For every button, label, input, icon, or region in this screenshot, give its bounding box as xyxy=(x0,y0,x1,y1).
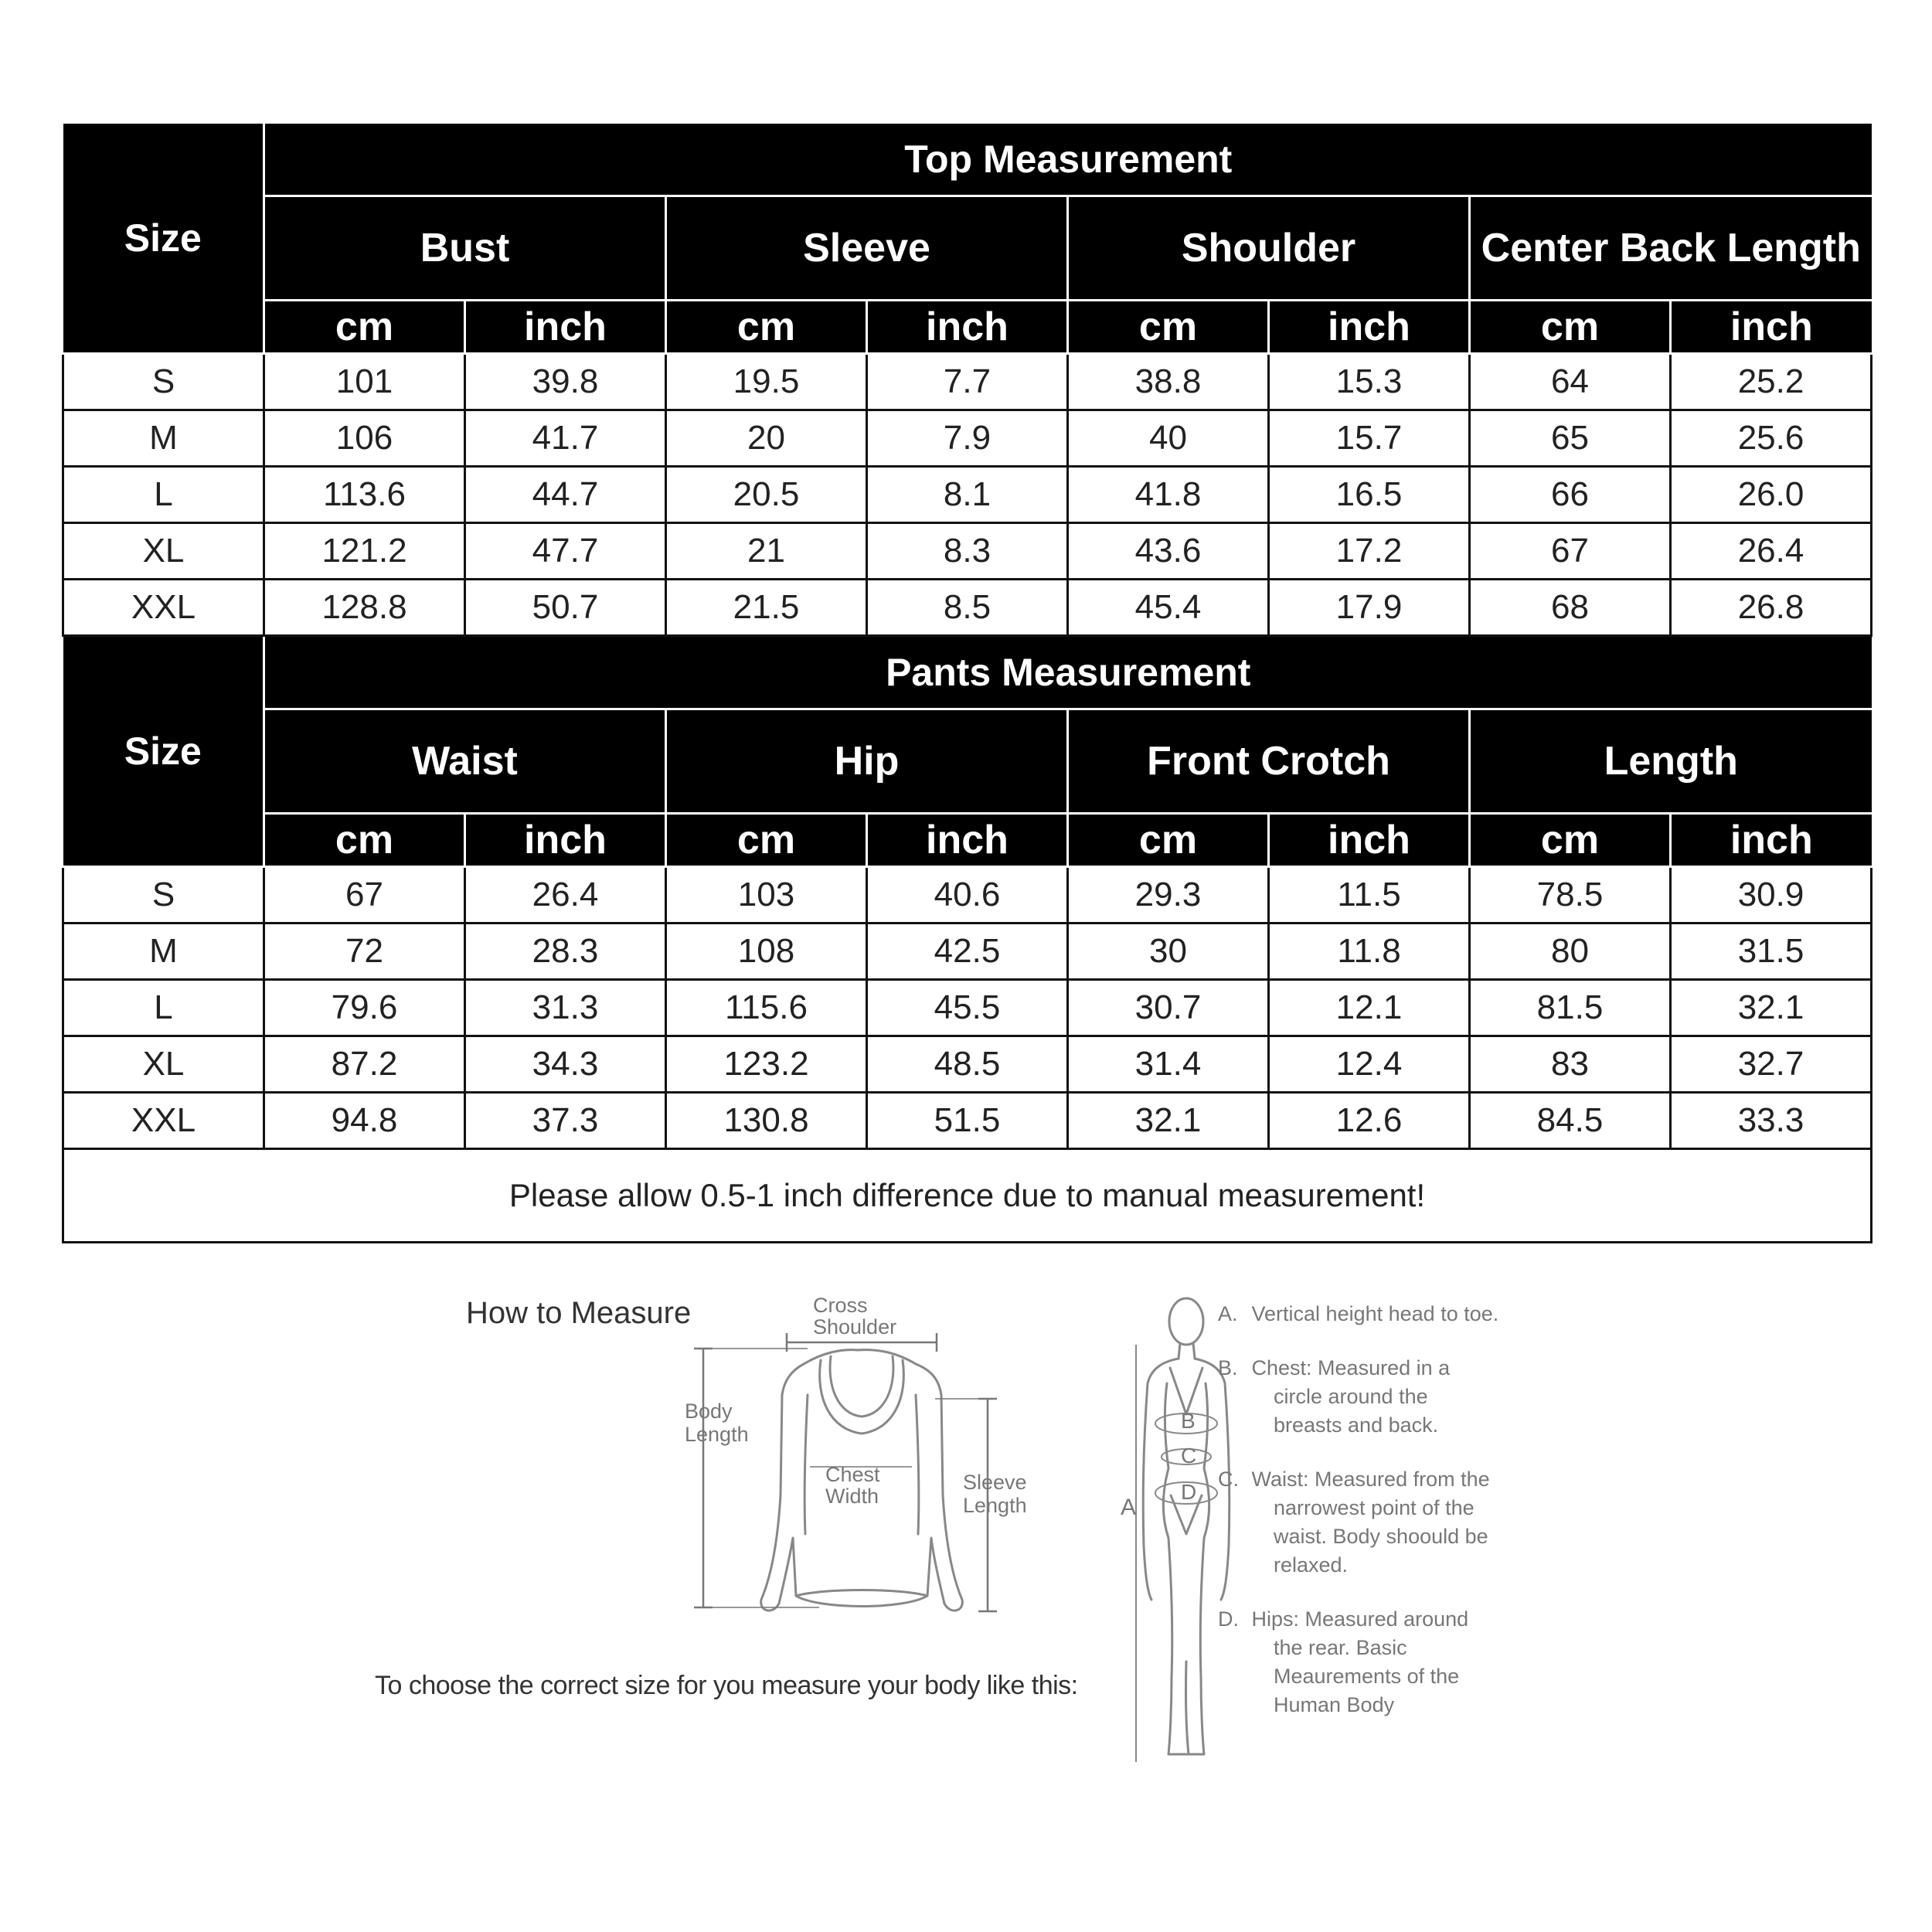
measurement-cell: 68 xyxy=(1470,580,1671,636)
measurement-cell: 26.4 xyxy=(465,867,666,923)
table-row xyxy=(63,354,1872,410)
measurement-cell: 101 xyxy=(264,354,465,410)
measurement-cell: 67 xyxy=(1470,523,1671,580)
table-row xyxy=(63,467,1872,523)
measurement-cell: 11.8 xyxy=(1269,923,1470,980)
measurement-cell: 81.5 xyxy=(1470,980,1671,1036)
measurement-cell: 20.5 xyxy=(666,467,867,523)
measurement-cell: 66 xyxy=(1470,467,1671,523)
measurement-cell: 7.7 xyxy=(867,354,1068,410)
measurement-cell: 11.5 xyxy=(1269,867,1470,923)
body-measurement-notes xyxy=(1218,1300,1501,1745)
top-data-rows xyxy=(63,354,1872,636)
group-header: Shoulder xyxy=(1068,196,1470,301)
measurement-cell: 78.5 xyxy=(1470,867,1671,923)
measurement-cell: 43.6 xyxy=(1068,523,1269,580)
group-header: Center Back Length xyxy=(1470,196,1872,301)
size-column-header: Size xyxy=(63,636,264,867)
top-measurement-section xyxy=(63,124,1872,354)
section-title: Pants Measurement xyxy=(264,636,1872,709)
group-header: Length xyxy=(1470,709,1872,814)
measurement-cell: 39.8 xyxy=(465,354,666,410)
measurement-cell: 45.4 xyxy=(1068,580,1269,636)
marker-b: B xyxy=(1181,1409,1196,1433)
chest-width-label-1: Chest xyxy=(825,1463,880,1486)
measurement-cell: 12.4 xyxy=(1269,1036,1470,1093)
measurement-cell: 15.3 xyxy=(1269,354,1470,410)
table-row xyxy=(63,1036,1872,1093)
sleeve-length-label-1: Sleeve xyxy=(963,1471,1027,1494)
size-cell: S xyxy=(63,867,264,923)
note-b: B. Chest: Measured in a circle around the breasts and back. xyxy=(1218,1356,1451,1437)
unit-header: cm xyxy=(1068,301,1269,354)
measurement-cell: 79.6 xyxy=(264,980,465,1036)
group-header: Bust xyxy=(264,196,666,301)
measurement-cell: 26.4 xyxy=(1671,523,1872,580)
group-header: Hip xyxy=(666,709,1068,814)
measurement-cell: 65 xyxy=(1470,410,1671,467)
measurement-cell: 32.7 xyxy=(1671,1036,1872,1093)
size-cell: XL xyxy=(63,523,264,580)
measurement-cell: 40 xyxy=(1068,410,1269,467)
measurement-cell: 31.5 xyxy=(1671,923,1872,980)
unit-row xyxy=(63,814,1872,867)
group-header: Sleeve xyxy=(666,196,1068,301)
size-cell: S xyxy=(63,354,264,410)
measurement-cell: 21.5 xyxy=(666,580,867,636)
measurement-cell: 121.2 xyxy=(264,523,465,580)
measurement-cell: 8.5 xyxy=(867,580,1068,636)
unit-header: inch xyxy=(867,301,1068,354)
unit-header: cm xyxy=(264,814,465,867)
note-d: D. Hips: Measured around the rear. Basic Meaurements of the Human Body xyxy=(1218,1607,1469,1716)
measurement-cell: 20 xyxy=(666,410,867,467)
measurement-cell: 64 xyxy=(1470,354,1671,410)
size-cell: M xyxy=(63,410,264,467)
measurement-cell: 42.5 xyxy=(867,923,1068,980)
marker-c: C xyxy=(1181,1444,1197,1468)
pants-data-rows xyxy=(63,867,1872,1149)
cross-shoulder-label-1: Cross xyxy=(813,1294,868,1317)
measurement-cell: 15.7 xyxy=(1269,410,1470,467)
measurement-cell: 41.7 xyxy=(465,410,666,467)
measurement-cell: 33.3 xyxy=(1671,1093,1872,1149)
table-row xyxy=(63,410,1872,467)
sweater-diagram xyxy=(672,1287,1036,1634)
measurement-cell: 7.9 xyxy=(867,410,1068,467)
measurement-cell: 115.6 xyxy=(666,980,867,1036)
table-row xyxy=(63,580,1872,636)
measurement-cell: 40.6 xyxy=(867,867,1068,923)
unit-header: cm xyxy=(666,301,867,354)
size-cell: XXL xyxy=(63,1093,264,1149)
measurement-cell: 25.6 xyxy=(1671,410,1872,467)
size-cell: M xyxy=(63,923,264,980)
measurement-cell: 106 xyxy=(264,410,465,467)
measurement-cell: 108 xyxy=(666,923,867,980)
measurement-cell: 128.8 xyxy=(264,580,465,636)
measurement-cell: 37.3 xyxy=(465,1093,666,1149)
chest-width-label-2: Width xyxy=(825,1485,879,1508)
measurement-cell: 31.3 xyxy=(465,980,666,1036)
measurement-cell: 50.7 xyxy=(465,580,666,636)
size-cell: XL xyxy=(63,1036,264,1093)
measurement-cell: 28.3 xyxy=(465,923,666,980)
measurement-cell: 25.2 xyxy=(1671,354,1872,410)
measurement-cell: 32.1 xyxy=(1671,980,1872,1036)
choose-size-instruction: To choose the correct size for you measure your body like this: xyxy=(375,1671,1078,1700)
measurement-cell: 12.1 xyxy=(1269,980,1470,1036)
group-header: Waist xyxy=(264,709,666,814)
unit-header: cm xyxy=(264,301,465,354)
unit-header: inch xyxy=(1269,814,1470,867)
unit-header: inch xyxy=(465,814,666,867)
measurement-cell: 8.3 xyxy=(867,523,1068,580)
body-length-label-1: Body xyxy=(685,1400,733,1423)
measurement-cell: 19.5 xyxy=(666,354,867,410)
size-chart xyxy=(62,124,1870,1243)
measurement-cell: 44.7 xyxy=(465,467,666,523)
pants-measurement-section xyxy=(63,636,1872,867)
table-row xyxy=(63,1093,1872,1149)
measurement-cell: 29.3 xyxy=(1068,867,1269,923)
size-table xyxy=(62,124,1872,1243)
group-header: Front Crotch xyxy=(1068,709,1470,814)
measurement-cell: 83 xyxy=(1470,1036,1671,1093)
measurement-cell: 38.8 xyxy=(1068,354,1269,410)
body-length-label-2: Length xyxy=(685,1423,749,1446)
unit-header: cm xyxy=(1470,814,1671,867)
unit-header: inch xyxy=(1671,301,1872,354)
table-row xyxy=(63,523,1872,580)
unit-row xyxy=(63,301,1872,354)
measurement-cell: 31.4 xyxy=(1068,1036,1269,1093)
measurement-cell: 72 xyxy=(264,923,465,980)
measurement-cell: 26.0 xyxy=(1671,467,1872,523)
measurement-cell: 34.3 xyxy=(465,1036,666,1093)
measurement-cell: 30.7 xyxy=(1068,980,1269,1036)
size-cell: XXL xyxy=(63,580,264,636)
table-row xyxy=(63,923,1872,980)
measurement-cell: 16.5 xyxy=(1269,467,1470,523)
measurement-cell: 48.5 xyxy=(867,1036,1068,1093)
measurement-cell: 123.2 xyxy=(666,1036,867,1093)
table-row xyxy=(63,867,1872,923)
measurement-cell: 32.1 xyxy=(1068,1093,1269,1149)
size-cell: L xyxy=(63,467,264,523)
size-cell: L xyxy=(63,980,264,1036)
measurement-cell: 51.5 xyxy=(867,1093,1068,1149)
note-c: C. Waist: Measured from the narrowest point of the waist. Body shoould be relaxed. xyxy=(1218,1468,1490,1577)
unit-header: inch xyxy=(1269,301,1470,354)
measurement-cell: 30 xyxy=(1068,923,1269,980)
unit-header: cm xyxy=(1470,301,1671,354)
measurement-cell: 17.9 xyxy=(1269,580,1470,636)
unit-header: cm xyxy=(666,814,867,867)
unit-header: inch xyxy=(867,814,1068,867)
marker-a: A xyxy=(1121,1495,1137,1520)
measurement-cell: 41.8 xyxy=(1068,467,1269,523)
measurement-cell: 45.5 xyxy=(867,980,1068,1036)
cross-shoulder-label-2: Shoulder xyxy=(813,1315,897,1338)
measurement-cell: 47.7 xyxy=(465,523,666,580)
measurement-note: Please allow 0.5-1 inch difference due to manual measurement! xyxy=(63,1149,1872,1243)
measurement-cell: 30.9 xyxy=(1671,867,1872,923)
measurement-cell: 8.1 xyxy=(867,467,1068,523)
table-row xyxy=(63,980,1872,1036)
how-to-measure-title: How to Measure xyxy=(466,1296,692,1330)
measurement-cell: 17.2 xyxy=(1269,523,1470,580)
measurement-cell: 26.8 xyxy=(1671,580,1872,636)
measurement-cell: 21 xyxy=(666,523,867,580)
unit-header: inch xyxy=(465,301,666,354)
section-title: Top Measurement xyxy=(264,124,1872,196)
measurement-cell: 130.8 xyxy=(666,1093,867,1149)
marker-d: D xyxy=(1181,1480,1197,1504)
unit-header: cm xyxy=(1068,814,1269,867)
measurement-cell: 94.8 xyxy=(264,1093,465,1149)
measurement-cell: 113.6 xyxy=(264,467,465,523)
measurement-cell: 84.5 xyxy=(1470,1093,1671,1149)
measurement-cell: 87.2 xyxy=(264,1036,465,1093)
measurement-cell: 12.6 xyxy=(1269,1093,1470,1149)
unit-header: inch xyxy=(1671,814,1872,867)
measurement-cell: 80 xyxy=(1470,923,1671,980)
note-a: A. Vertical height head to toe. xyxy=(1218,1302,1499,1325)
measurement-cell: 67 xyxy=(264,867,465,923)
measurement-cell: 103 xyxy=(666,867,867,923)
size-column-header: Size xyxy=(63,124,264,354)
sleeve-length-label-2: Length xyxy=(963,1494,1027,1517)
